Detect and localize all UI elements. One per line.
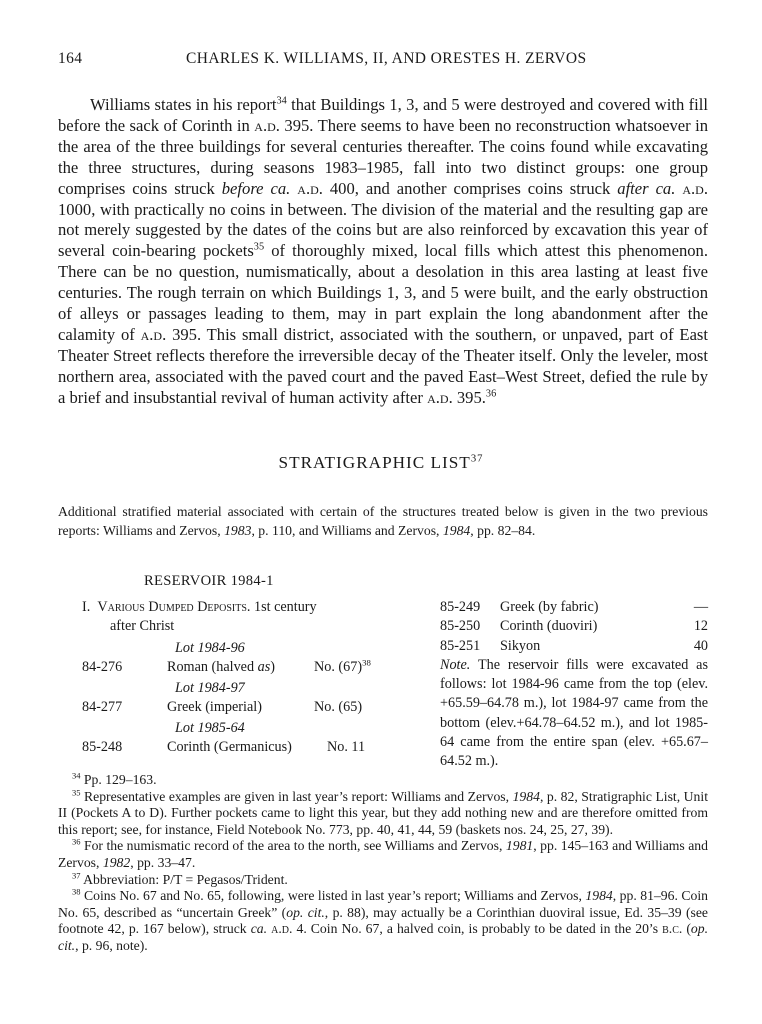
footnote-ref-36[interactable]: 36 [485, 388, 497, 400]
section-title: STRATIGRAPHIC LIST$^{37}$ [278, 453, 484, 472]
coin-ref: No. $(67)^{38}$ [314, 657, 371, 675]
footnote-ref-35[interactable]: 35 [253, 241, 265, 253]
deposit-title: I. Various Dumped Deposits. 1st century [82, 599, 317, 615]
coin-desc: Roman (halved as) [167, 659, 275, 675]
reservoir-heading: RESERVOIR 1984-1 [144, 573, 274, 589]
footnote-38: $^{38}$ Coins No. 67 and No. 65, following, were listed in last year’s report; Williams and Zervos, 1984, pp. 81–96. Coin No. 65, described as “uncertain Greek” (op. cit., p. 88), may actually be a Corinthian duoviral issue, Ed. 35–39 (see footnote 42, p. 167 below), struck ca. a.d. 4. Coin No. 67, a halved coin, is probably to be dated in the 20’s b.c. (op. cit., p. 96, note). [58, 886, 709, 953]
footnotes [58, 772, 708, 955]
coin-num: 84-276 [82, 659, 123, 675]
deposit-title-cont: after Christ [110, 618, 175, 635]
coin-ref: No. (65) [314, 699, 363, 715]
coin-num: 84-277 [82, 699, 123, 715]
coin-row: 85-250 Corinth (duoviri) 12 [440, 618, 708, 635]
deposit-list-right [440, 598, 708, 772]
footnote-ref-37[interactable]: 37 [470, 453, 484, 465]
footnote-ref-38[interactable]: 38 [362, 657, 371, 668]
intro-paragraph: Additional stratified material associated with certain of the structures treated below is given in the two previous reports: Williams and Zervos, 1983, p. 110, and Williams and Zervos, 1984, pp. 82–84. [58, 504, 708, 538]
coin-row: 85-249 Greek (by fabric) — [440, 599, 708, 615]
body-paragraph: Williams states in his report$^{34}$ that Buildings 1, 3, and 5 were destroyed and covered with fill before the sack of Corinth in a.d. 395. There seems to have been no reconstruction whatsoever in the area of the three buildings for several centuries thereafter. The coins found while excavating the three structures, during seasons 1983–1985, fall into two distinct groups: one group comprises coins struck before ca. a.d. 400, and another comprises coins struck after ca. a.d. 1000, with practically no coins in between. The division of the material and the resulting gap are not merely suggested by the dates of the coins but are also reinforced by excavation this year of several coin-bearing pockets$^{35}$ of thoroughly mixed, local fills which attest this phenomenon. There can be no question, numismatically, about a desolation in this area lasting at least five centuries. The rough terrain on which Buildings 1, 3, and 5 were built, and the early obstruction of alleys or passages leading to them, may in part explain the long abandonment after the calamity of a.d. 395. This small district, associated with the southern, or unpaved, part of East Theater Street reflects therefore the irreversible decay of the Theater itself. Only the leveler, most northern area, associated with the paved court and the paved East–West Street, defied the rule by a brief and insubstantial revival of human activity after a.d. 395.36 [58, 95, 709, 407]
coin-ref: No. 11 [327, 739, 366, 755]
lot-label: Lot 1984-96 [175, 640, 245, 656]
footnote-35: $^{35}$ Representative examples are given in last year’s report: Williams and Zervos, 1984, p. 82, Stratigraphic List, Unit II (Pockets A to D). Further pockets came to light this year, but they add nothing new and are therefore omitted from this report; see, for instance, Field Notebook No. 773, pp. 40, 41, 44, 59 (baskets nos. 24, 25, 27, 39). [58, 787, 708, 837]
running-title: CHARLES K. WILLIAMS, II, AND ORESTES H. ZERVOS [186, 50, 587, 67]
lot-label: Lot 1984-97 [175, 680, 245, 696]
footnote-34: $^{34}$ Pp. 129–163. [72, 770, 157, 787]
page-number: 164 [58, 50, 83, 67]
coin-row: 85-251 Sikyon 40 [440, 637, 708, 654]
coin-num: 85-248 [82, 739, 123, 755]
lot-label: Lot 1985-64 [175, 720, 245, 736]
footnote-36: $^{36}$ For the numismatic record of the area to the north, see Williams and Zervos, 1981, pp. 145–163 and Williams and Zervos, 1982, pp. 33–47. [58, 836, 708, 870]
footnote-ref-34[interactable]: 34 [276, 95, 287, 107]
footnote-37: $^{37}$ Abbreviation: P/T = Pegasos/Trident. [72, 870, 288, 887]
coin-desc: Corinth (Germanicus) [167, 739, 292, 755]
reservoir-note: Note. The reservoir fills were excavated as follows: lot 1984-96 came from the top (elev. +65.59–64.78 m.), lot 1984-97 came from the bottom (elev.+64.78–64.52 m.), and lot 1985-64 came from the entire span (elev. +65.67–64.52 m.). [440, 656, 708, 770]
coin-desc: Greek (imperial) [167, 699, 262, 715]
